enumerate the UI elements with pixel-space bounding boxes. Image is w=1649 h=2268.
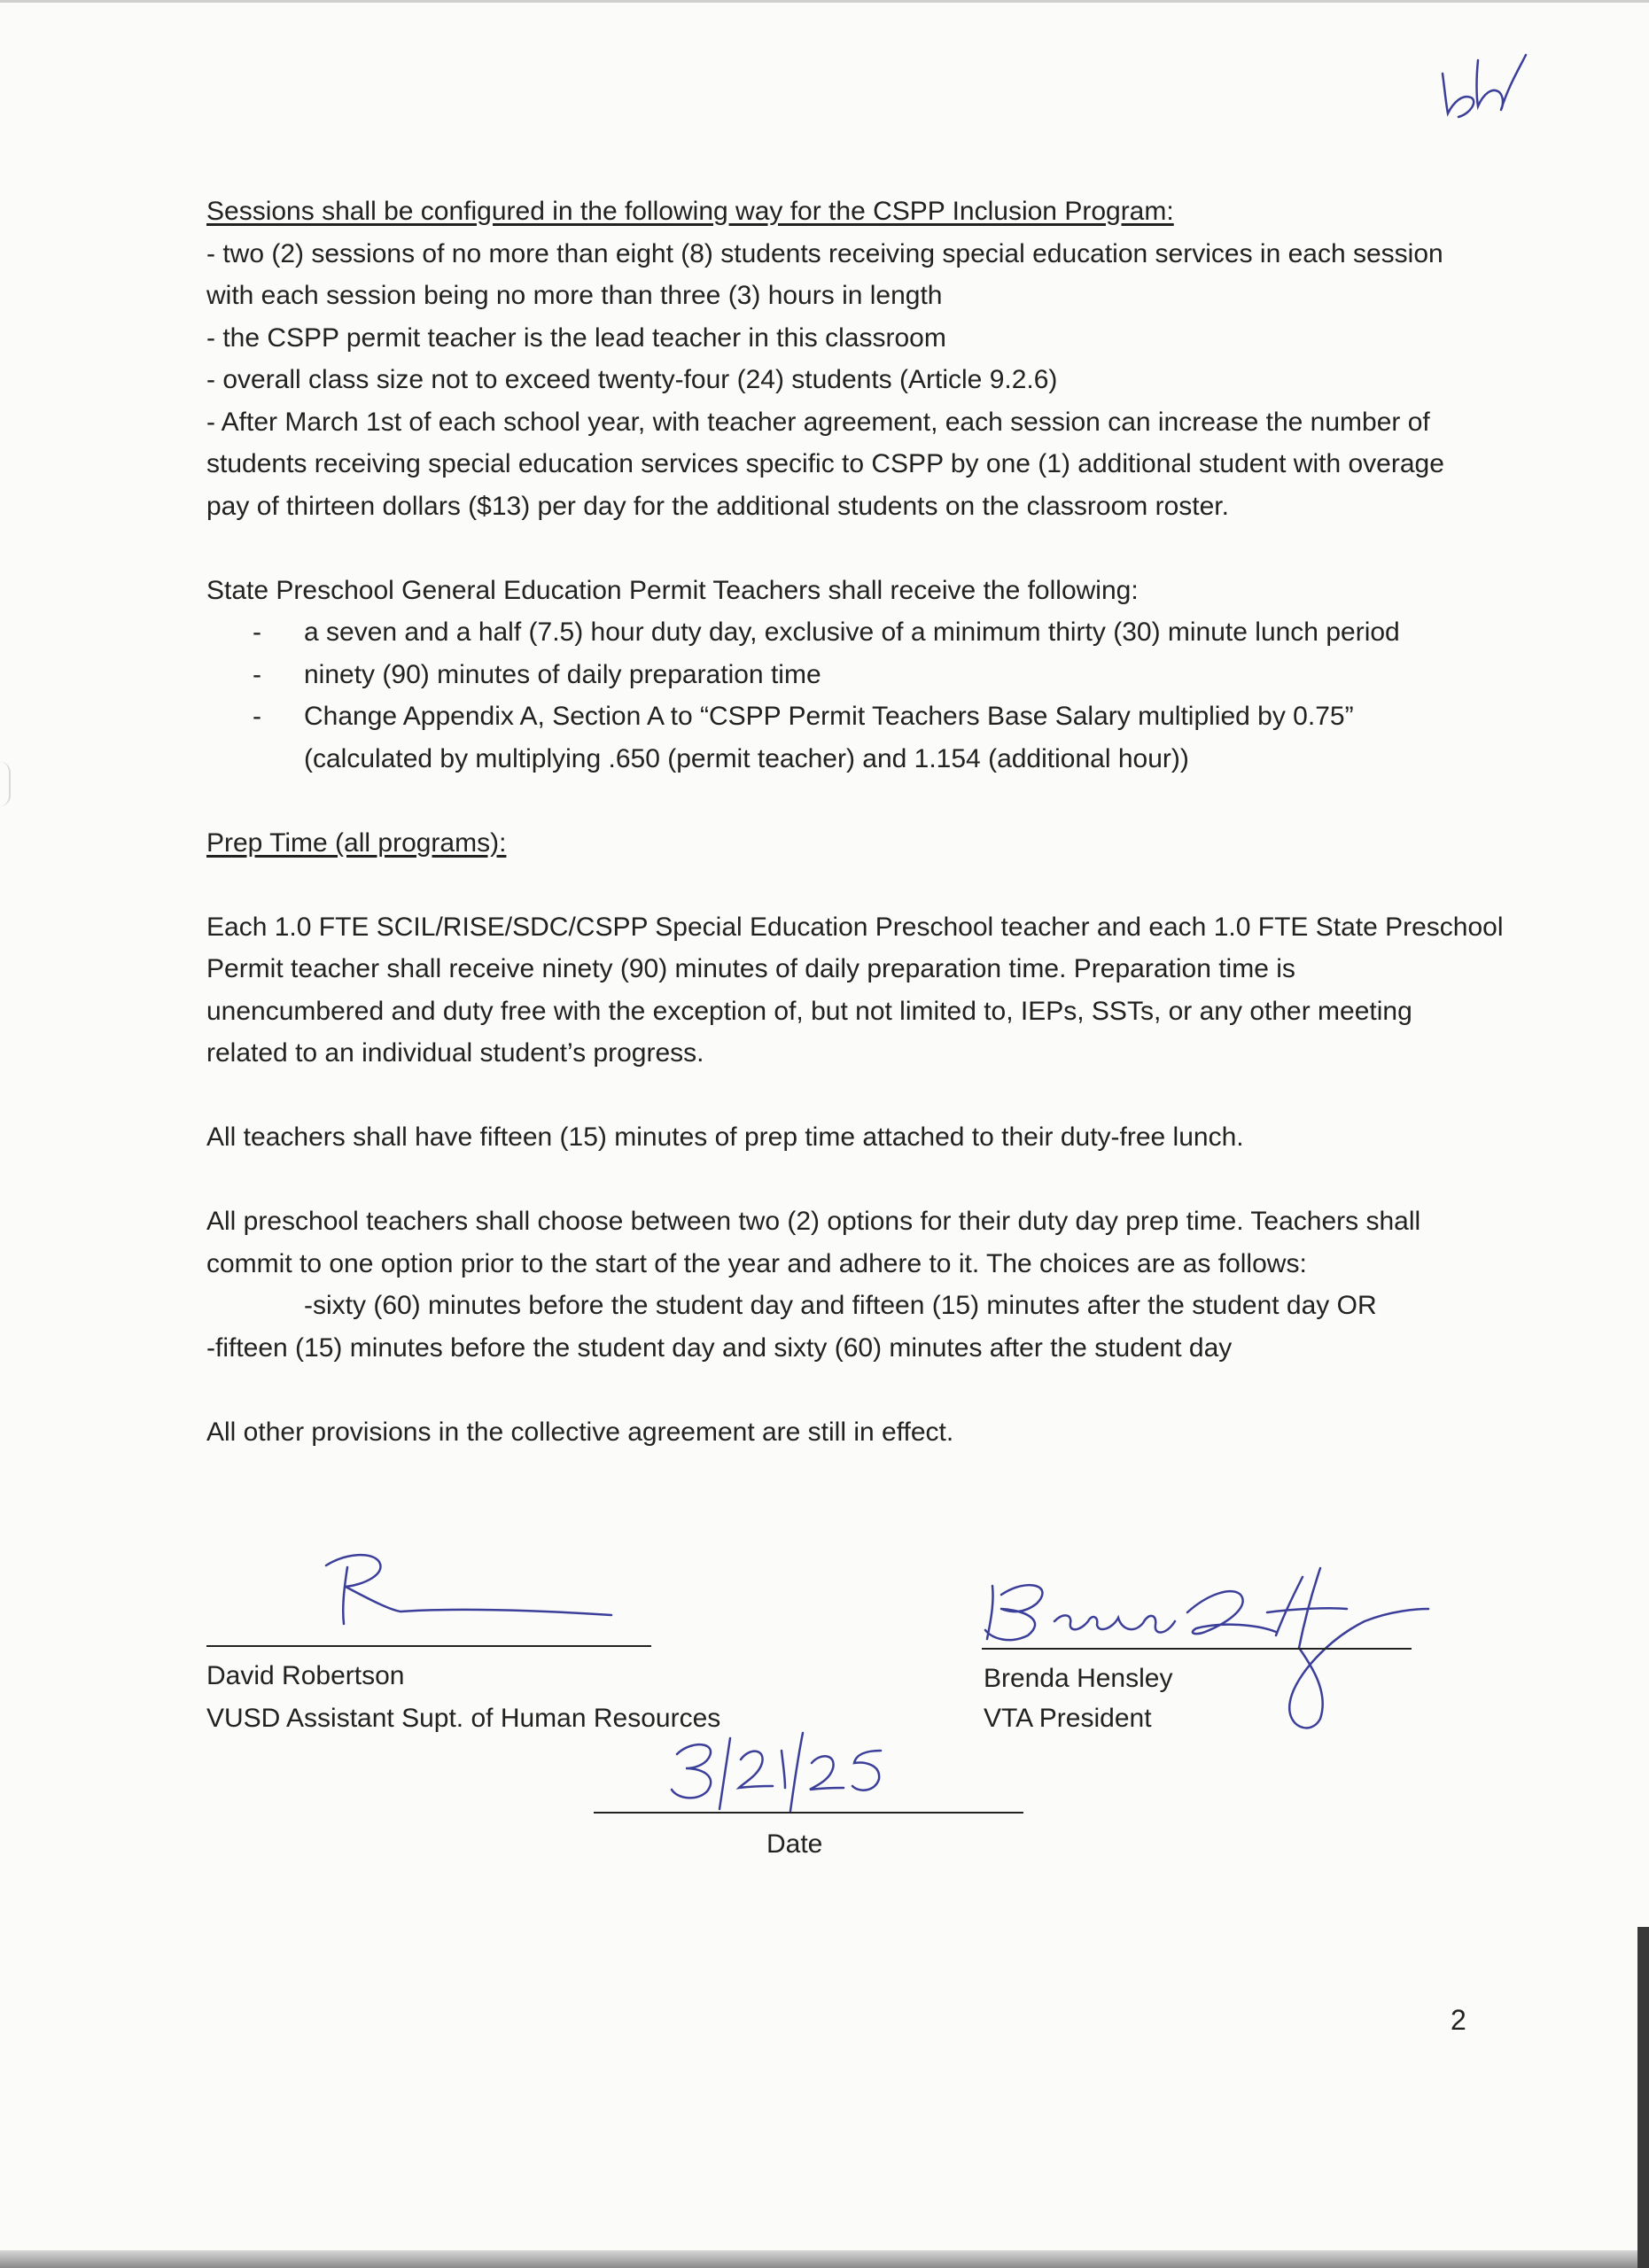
prep-line-4: related to an individual student’s progress. <box>206 1038 704 1068</box>
state-preschool-bullet-3 <box>253 695 1354 738</box>
prep-line-2: Permit teacher shall receive ninety (90) minutes of daily preparation time. Preparation time is <box>206 954 1295 983</box>
sessions-line-3: - the CSPP permit teacher is the lead teacher in this classroom <box>206 323 946 353</box>
sessions-line-2: with each session being no more than three (3) hours in length <box>206 281 943 310</box>
closing-line: All other provisions in the collective agreement are still in effect. <box>206 1418 954 1447</box>
state-preschool-intro: State Preschool General Education Permit Teachers shall receive the following: <box>206 576 1139 605</box>
sessions-line-6: students receiving special education services specific to CSPP by one (1) additional student with overage <box>206 449 1444 478</box>
options-line-1: All preschool teachers shall choose between two (2) options for their duty day prep time. Teachers shall <box>206 1207 1421 1236</box>
right-signer-title: VTA President <box>984 1704 1152 1733</box>
bullet-marker: - <box>253 702 261 731</box>
signature-david-robertson <box>310 1546 629 1630</box>
date-label: Date <box>766 1829 823 1859</box>
prep-heading: Prep Time (all programs): <box>206 828 507 858</box>
page-number: 2 <box>1451 2004 1466 2036</box>
signature-line-left <box>206 1645 651 1647</box>
state-preschool-bullet-1 <box>253 611 1400 654</box>
prep-line-1: Each 1.0 FTE SCIL/RISE/SDC/CSPP Special Education Preschool teacher and each 1.0 FTE State Preschool <box>206 913 1504 942</box>
bullet-text: a seven and a half (7.5) hour duty day, exclusive of a minimum thirty (30) minute lunch period <box>304 617 1400 647</box>
signature-line-right <box>982 1648 1412 1650</box>
option-2: -fifteen (15) minutes before the student day and sixty (60) minutes after the student day <box>206 1333 1233 1363</box>
scan-hole-mark <box>0 762 11 806</box>
bullet-text: Change Appendix A, Section A to “CSPP Permit Teachers Base Salary multiplied by 0.75” <box>304 702 1354 731</box>
scan-edge-bottom <box>0 2250 1649 2268</box>
bullet-marker: - <box>253 660 261 689</box>
scan-edge-right <box>1637 1927 1649 2268</box>
sessions-heading: Sessions shall be configured in the following way for the CSPP Inclusion Program: <box>206 197 1174 226</box>
bullet-text: ninety (90) minutes of daily preparation time <box>304 660 821 689</box>
state-preschool-bullet-3-continuation: (calculated by multiplying .650 (permit teacher) and 1.154 (additional hour)) <box>304 744 1189 773</box>
option-1: -sixty (60) minutes before the student day and fifteen (15) minutes after the student day OR <box>304 1291 1377 1320</box>
right-signer-name: Brenda Hensley <box>984 1664 1173 1693</box>
initials-mark <box>1427 25 1533 131</box>
sessions-line-7: pay of thirteen dollars ($13) per day for the additional students on the classroom roster. <box>206 492 1229 521</box>
options-line-2: commit to one option prior to the start of the year and adhere to it. The choices are as follows: <box>206 1249 1307 1278</box>
handwritten-date <box>665 1728 913 1812</box>
left-signer-title: VUSD Assistant Supt. of Human Resources <box>206 1704 721 1733</box>
date-line <box>594 1812 1023 1814</box>
state-preschool-bullet-2 <box>253 654 821 696</box>
scan-edge-top <box>0 0 1649 3</box>
bullet-marker: - <box>253 617 261 647</box>
sessions-line-4: - overall class size not to exceed twenty-four (24) students (Article 9.2.6) <box>206 365 1058 394</box>
prep-line-3: unencumbered and duty free with the exception of, but not limited to, IEPs, SSTs, or any other meeting <box>206 997 1412 1026</box>
lunch-prep-line: All teachers shall have fifteen (15) minutes of prep time attached to their duty-free lunch. <box>206 1122 1244 1152</box>
left-signer-name: David Robertson <box>206 1661 405 1690</box>
sessions-line-5: - After March 1st of each school year, with teacher agreement, each session can increase the number of <box>206 408 1430 437</box>
sessions-line-1: - two (2) sessions of no more than eight (8) students receiving special education services in each session <box>206 239 1443 268</box>
